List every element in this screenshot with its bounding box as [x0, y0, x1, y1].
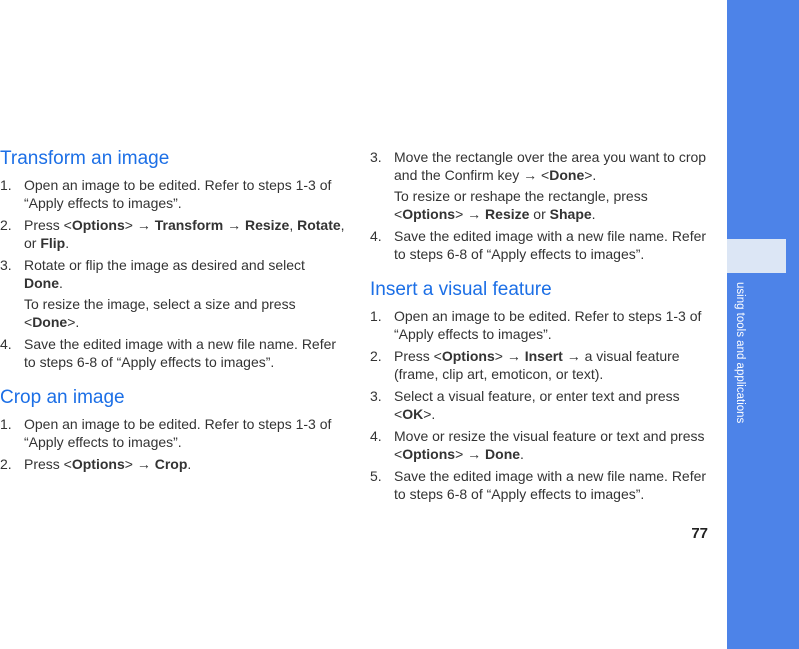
menu-term: Flip [40, 235, 66, 251]
step-text: > → [124, 217, 155, 233]
step-text: Select a visual feature, or enter text and press < [394, 388, 680, 422]
menu-term: Resize [244, 217, 290, 233]
menu-term: Insert [524, 348, 563, 364]
menu-term: OK [402, 406, 424, 422]
step-text: To resize or reshape the rectangle, press < [394, 188, 648, 222]
list-item [0, 176, 345, 212]
menu-term: Options [402, 206, 456, 222]
list-item [370, 387, 715, 423]
list-item [0, 256, 345, 331]
step-text: To resize the image, select a size and press < [24, 296, 296, 330]
insert-steps [370, 307, 715, 503]
step-text: . [59, 275, 63, 291]
list-item [370, 307, 715, 343]
menu-term: Done [549, 167, 585, 183]
crop-steps-part2 [370, 148, 715, 263]
list-item [0, 335, 345, 371]
list-item [0, 455, 345, 473]
menu-term: Options [402, 446, 456, 462]
step-text: Press < [24, 456, 72, 472]
step-number: 2. [370, 348, 382, 364]
step-number: 3. [0, 257, 12, 273]
page-number: 77 [691, 525, 708, 542]
list-item [0, 415, 345, 451]
step-text: Save the edited image with a new file name. Refer to steps 6-8 of “Apply effects to images”. [24, 336, 337, 370]
right-column [370, 146, 715, 503]
list-item [370, 347, 715, 383]
step-text: >. [423, 406, 436, 422]
section-title-insert: Insert a visual feature [370, 279, 552, 300]
step-text: . [591, 206, 596, 222]
step-text: Rotate or flip the image as desired and select [24, 257, 305, 273]
list-item [370, 227, 715, 263]
step-number: 4. [370, 428, 382, 444]
section-title-crop: Crop an image [0, 387, 125, 408]
menu-term: Done [485, 446, 521, 462]
menu-term: Done [24, 275, 59, 291]
list-item [0, 216, 345, 252]
step-text: Move the rectangle over the area you want to crop and the Confirm key → < [394, 149, 707, 183]
chapter-label: using tools and applications [734, 282, 746, 424]
list-item [370, 148, 715, 223]
step-text: or [529, 206, 550, 222]
menu-term: Transform [154, 217, 224, 233]
step-text: , [289, 217, 298, 233]
step-text: Save the edited image with a new file name. Refer to steps 6-8 of “Apply effects to images”. [394, 228, 707, 262]
step-text: Move or resize the visual feature or text and press < [394, 428, 705, 462]
step-text: Press < [24, 217, 72, 233]
step-text: >. [584, 167, 597, 183]
step-text: → a visual feature (frame, clip art, emoticon, or text). [394, 348, 680, 382]
step-number: 5. [370, 468, 382, 484]
menu-term: Shape [549, 206, 592, 222]
menu-term: Options [441, 348, 495, 364]
step-note [24, 295, 345, 331]
step-number: 1. [0, 416, 12, 432]
menu-term: Crop [154, 456, 188, 472]
step-text: > → [455, 206, 486, 222]
step-text: Press < [394, 348, 442, 364]
step-text: >. [67, 314, 80, 330]
left-column [0, 146, 345, 473]
step-text: Open an image to be edited. Refer to steps 1-3 of “Apply effects to images”. [24, 177, 332, 211]
step-text: Open an image to be edited. Refer to steps 1-3 of “Apply effects to images”. [24, 416, 332, 450]
step-number: 3. [370, 388, 382, 404]
step-number: 3. [370, 149, 382, 165]
step-note [394, 187, 715, 223]
list-item [370, 467, 715, 503]
step-text: > → [494, 348, 525, 364]
section-title-transform: Transform an image [0, 148, 170, 169]
list-item [370, 427, 715, 463]
transform-steps [0, 176, 345, 371]
chapter-tab-marker [727, 239, 786, 273]
menu-term: Resize [485, 206, 530, 222]
menu-term: Done [32, 314, 68, 330]
step-text: → [223, 217, 245, 233]
step-number: 2. [0, 217, 12, 233]
step-text: Open an image to be edited. Refer to steps 1-3 of “Apply effects to images”. [394, 308, 702, 342]
step-text: . [520, 446, 524, 462]
menu-term: Rotate [297, 217, 341, 233]
menu-term: Options [71, 217, 125, 233]
step-text: > → [124, 456, 155, 472]
step-number: 1. [370, 308, 382, 324]
crop-steps-part1 [0, 415, 345, 473]
step-number: 1. [0, 177, 12, 193]
step-number: 4. [370, 228, 382, 244]
step-text: . [65, 235, 70, 251]
step-text: , or [24, 217, 345, 251]
step-number: 2. [0, 456, 12, 472]
menu-term: Options [71, 456, 125, 472]
step-text: . [187, 456, 192, 472]
step-text: Save the edited image with a new file name. Refer to steps 6-8 of “Apply effects to images”. [394, 468, 707, 502]
step-number: 4. [0, 336, 12, 352]
step-text: > → [455, 446, 486, 462]
